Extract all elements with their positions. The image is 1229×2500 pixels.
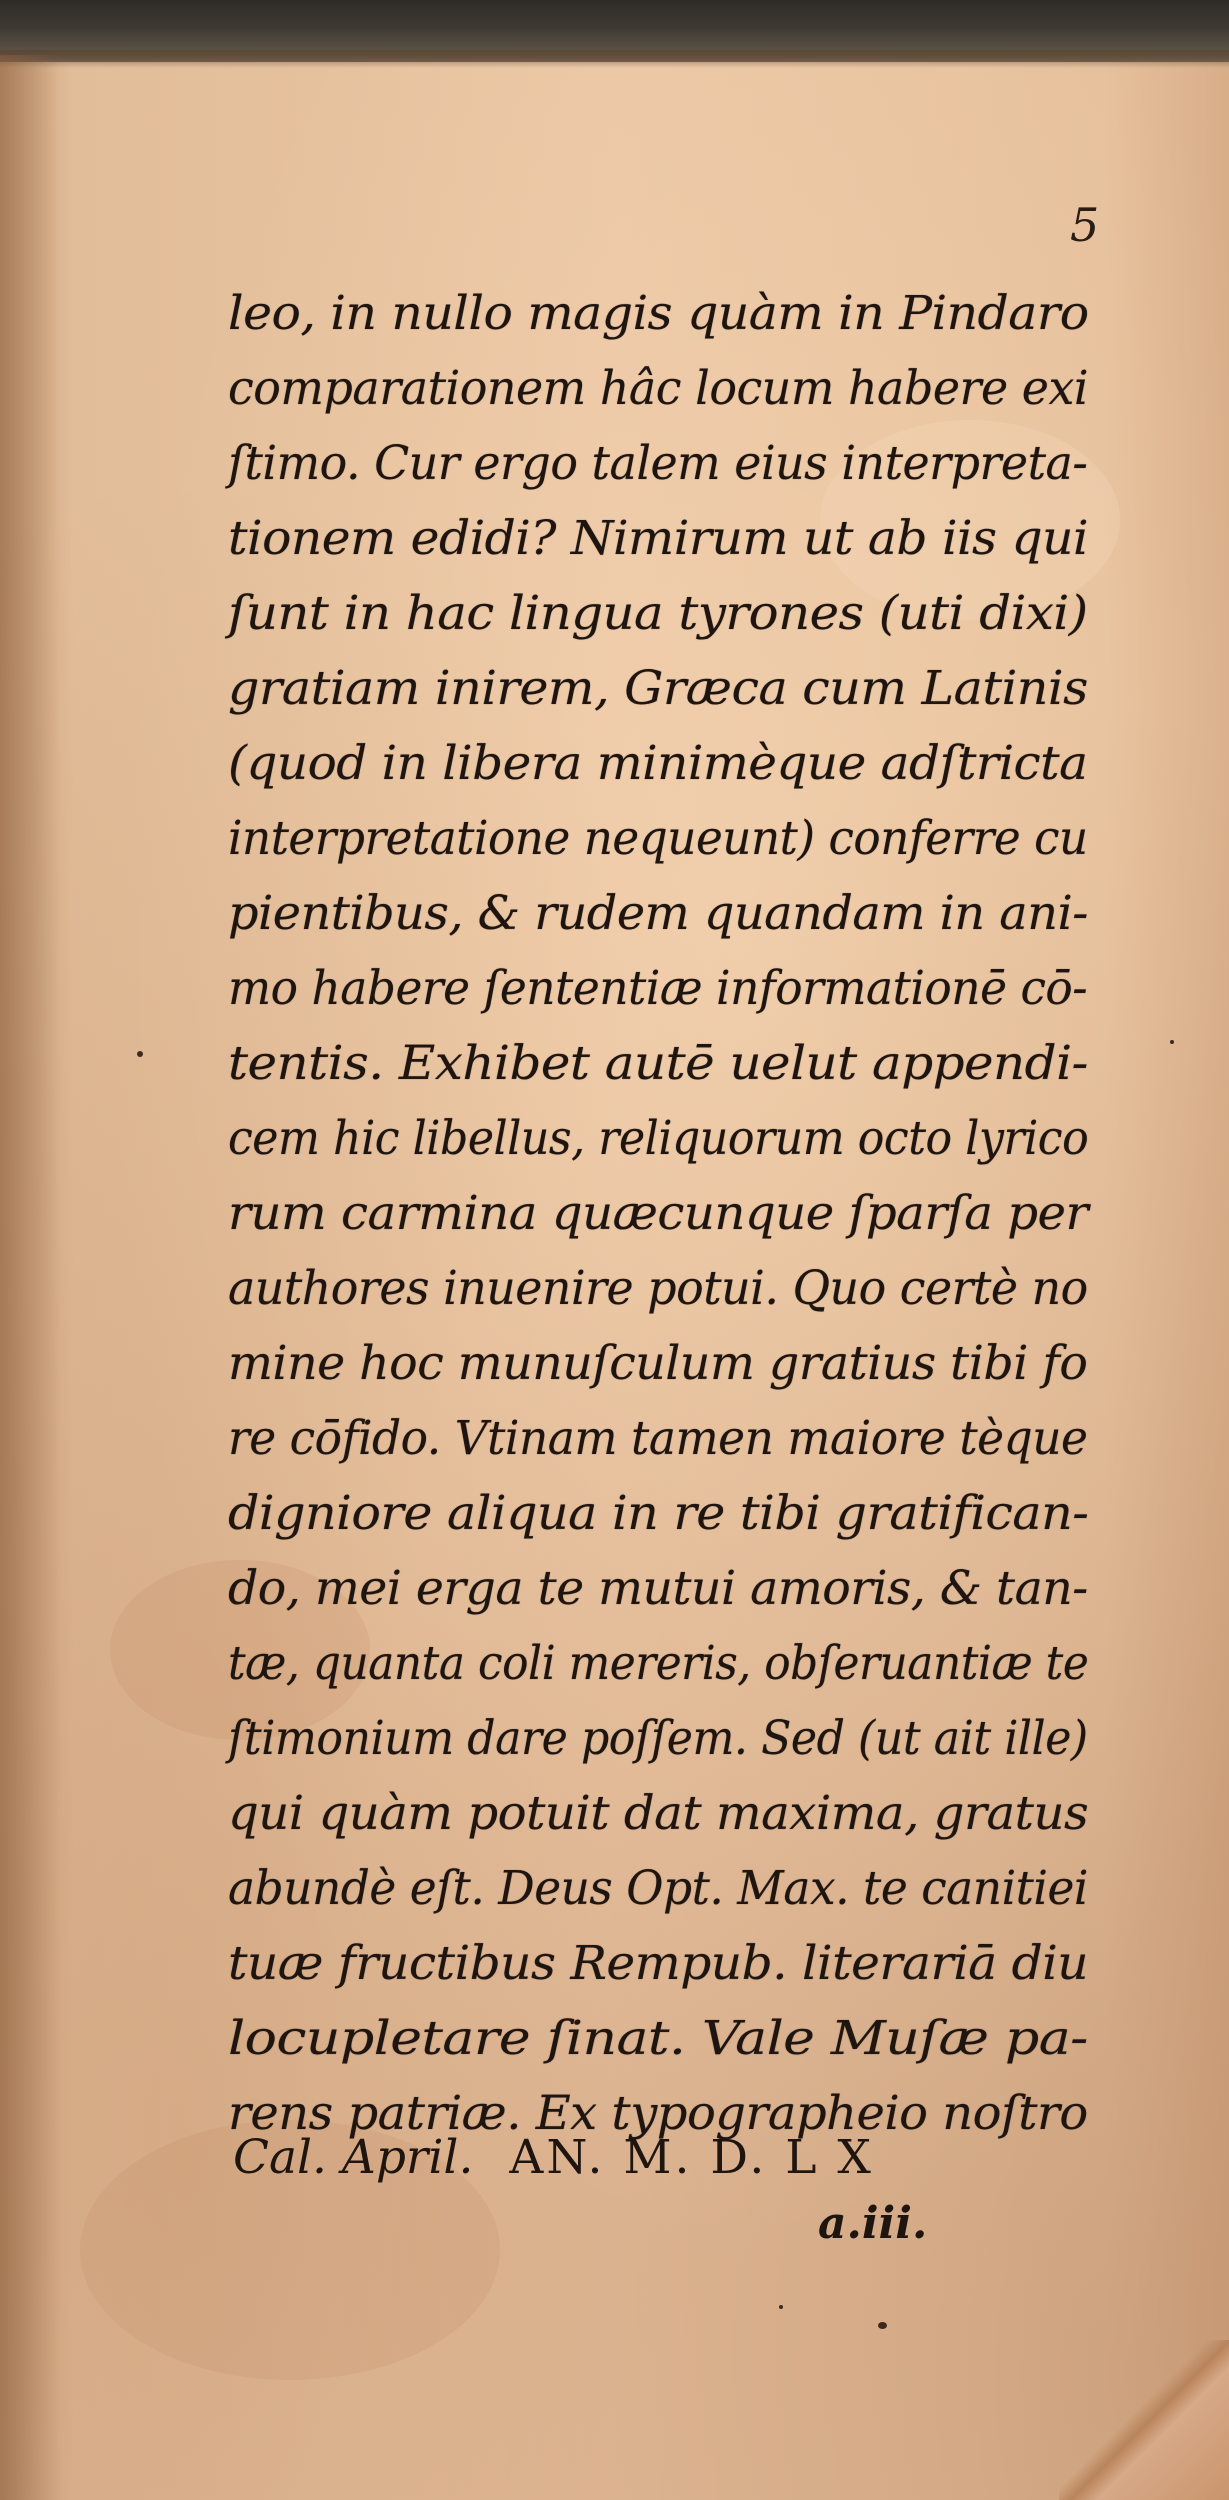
date-line <box>233 2120 874 2195</box>
text-line: ſtimo. Cur ergo talem eius interpreta- <box>228 436 1088 491</box>
text-line: tuæ fructibus Rempub. literariā diu <box>228 1936 1089 1991</box>
text-line: mo habere ſententiæ informationē cō- <box>228 961 1088 1016</box>
text-line: abundè eſt. Deus Opt. Max. te canitiei <box>228 1861 1088 1916</box>
text-line: qui quàm potuit dat maxima, gratus <box>228 1786 1089 1841</box>
date-month: Cal. April. <box>233 2130 474 2185</box>
text-line: cem hic libellus, reliquorum octo lyrico <box>228 1111 1089 1166</box>
text-line: leo, in nullo magis quàm in Pindaro <box>228 286 1089 341</box>
ink-speck <box>137 1051 143 1057</box>
text-line: interpretatione nequeunt) conferre cu <box>228 811 1088 866</box>
text-line: do, mei erga te mutui amoris, & tan- <box>228 1561 1088 1616</box>
text-line: ſunt in hac lingua tyrones (uti dixi) <box>228 586 1088 641</box>
folio-number: 5 <box>1070 198 1100 252</box>
text-line: mine hoc munuſculum gratius tibi fo <box>228 1336 1088 1391</box>
text-line: locupletare ſinat. Vale Muſæ pa- <box>228 2011 1088 2066</box>
text-line: ſtimonium dare poſſem. Sed (ut ait ille) <box>228 1711 1088 1766</box>
text-line: authores inuenire potui. Quo certè no <box>228 1261 1088 1316</box>
text-line: re cōfido. Vtinam tamen maiore tèque <box>228 1411 1088 1466</box>
signature-mark: a.iii. <box>818 2198 928 2249</box>
ink-speck <box>779 2305 783 2309</box>
text-line: tentis. Exhibet autē uelut appendi- <box>228 1036 1088 1091</box>
date-year: AN. M. D. L X <box>509 2130 874 2185</box>
text-line: rum carmina quæcunque ſparſa per <box>228 1186 1089 1241</box>
text-line: tionem edidi? Nimirum ut ab iis qui <box>228 511 1089 566</box>
ink-speck <box>878 2322 887 2329</box>
text-line: rens patriæ. Ex typographeio noſtro <box>228 2086 1088 2141</box>
text-line: pientibus, & rudem quandam in ani- <box>228 886 1088 941</box>
text-block <box>228 276 1088 2151</box>
text-line: comparationem hâc locum habere exi <box>228 361 1089 416</box>
text-line: gratiam inirem, Græca cum Latinis <box>228 661 1088 716</box>
text-line: tæ, quanta coli mereris, obſeruantiæ te <box>228 1636 1089 1691</box>
text-line: (quod in libera minimèque adſtricta <box>228 736 1088 791</box>
binding-shadow <box>0 50 1229 68</box>
ink-speck <box>1170 1040 1174 1044</box>
damaged-corner <box>1059 2340 1229 2500</box>
text-line: digniore aliqua in re tibi gratifican- <box>228 1486 1089 1541</box>
gutter-shadow <box>0 55 60 2500</box>
